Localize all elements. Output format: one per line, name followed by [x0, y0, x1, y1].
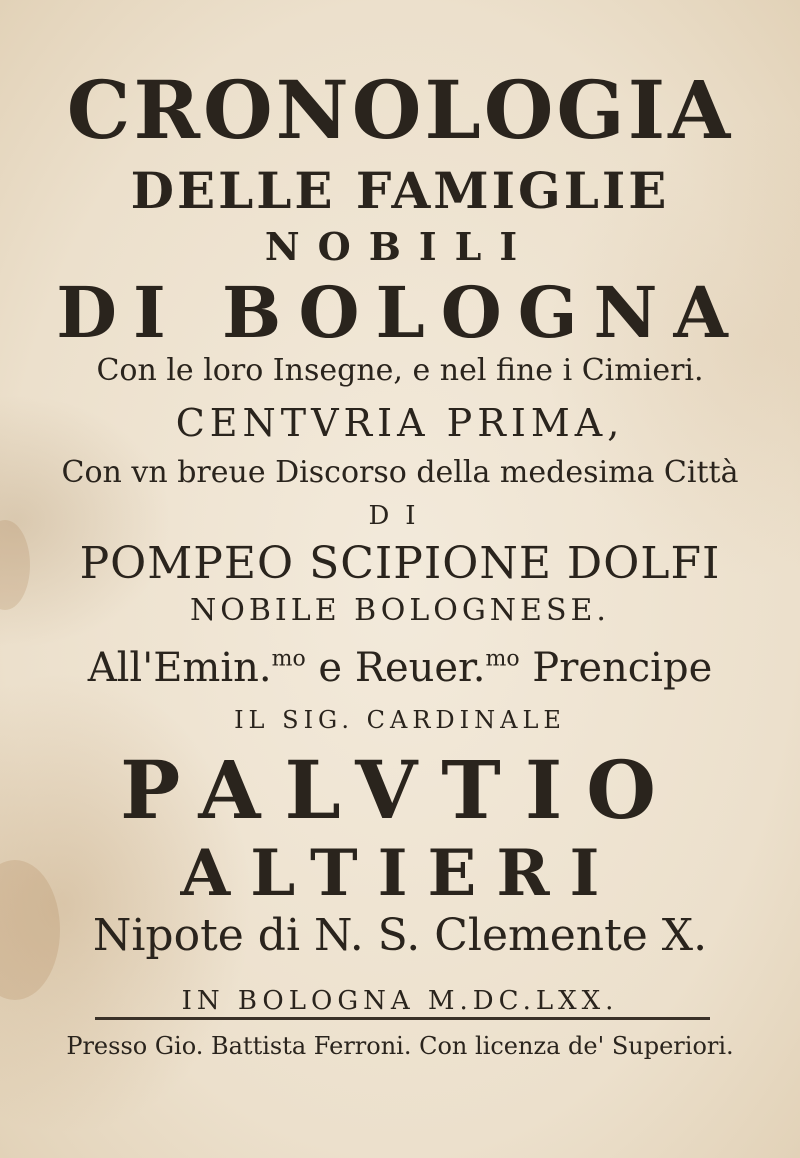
subtitle-line-1: Con le loro Insegne, e nel fine i Cimieri.: [96, 353, 704, 388]
dedication-part-3: Prencipe: [519, 645, 713, 691]
author-title: NOBILE BOLOGNESE.: [190, 593, 610, 628]
title-line-4: DI BOLOGNA: [56, 271, 744, 354]
imprint-line: IN BOLOGNA M.DC.LXX.: [181, 986, 619, 1016]
cardinal-name-2: ALTIERI: [180, 836, 620, 911]
title-line-2: DELLE FAMIGLIE: [130, 161, 670, 220]
subtitle-line-3: Con vn breue Discorso della medesima Città: [61, 455, 739, 490]
cardinal-name-1: PALVTIO: [120, 743, 680, 837]
dedication-sup-2: mo: [485, 646, 520, 672]
cardinal-relation: Nipote di N. S. Clemente X.: [92, 910, 708, 961]
title-line-1: CRONOLOGIA: [66, 63, 734, 157]
printer-line: Presso Gio. Battista Ferroni. Con licenza de' Superiori.: [66, 1032, 734, 1060]
dedication-line: [0, 645, 800, 691]
dedication-sup-1: mo: [271, 646, 306, 672]
author-name: POMPEO SCIPIONE DOLFI: [79, 538, 721, 589]
imprint-rule: [95, 1017, 710, 1020]
author-preposition: DI: [368, 501, 432, 531]
cardinal-label: IL SIG. CARDINALE: [234, 706, 566, 734]
dedication-part-2: e Reuer.: [305, 645, 486, 691]
dedication-part-1: All'Emin.: [87, 645, 272, 691]
title-line-3: NOBILI: [264, 224, 536, 269]
subtitle-line-2: CENTVRIA PRIMA,: [175, 401, 625, 445]
